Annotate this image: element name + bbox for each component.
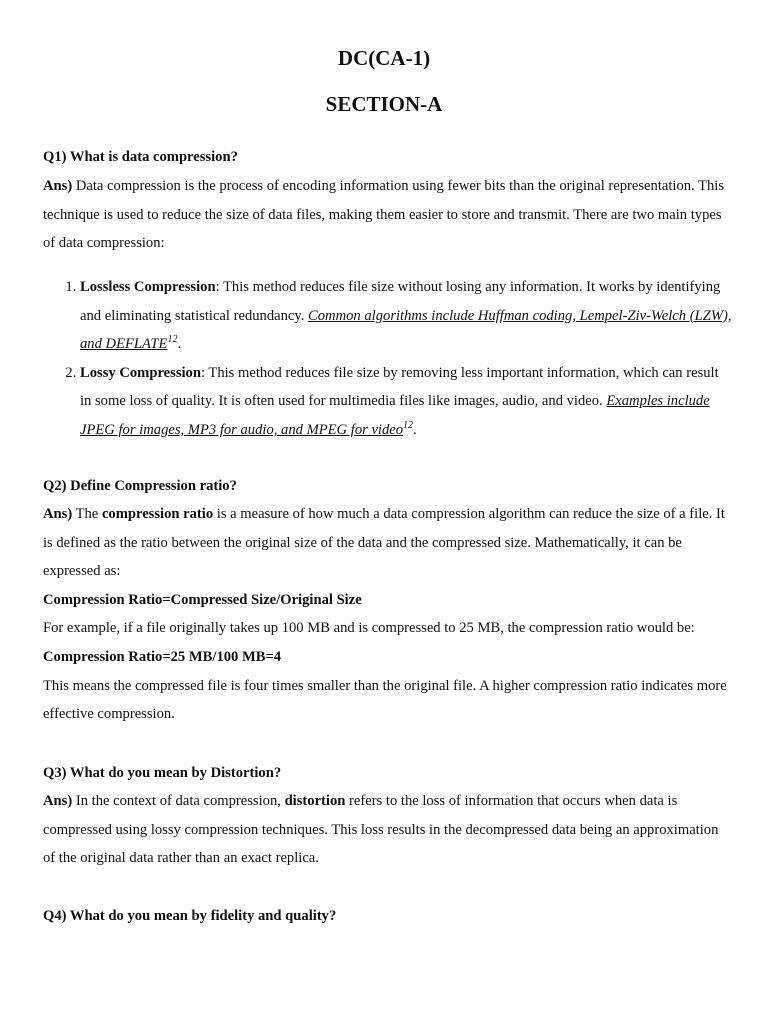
footnote-ref[interactable]: 12 bbox=[167, 334, 178, 346]
algorithms-link[interactable]: Common algorithms include Huffman coding, Lempel-Ziv-Welch (LZW), and DEFLATE bbox=[80, 307, 732, 353]
answer-2-text-post: is a measure of how much a data compression algorithm can reduce the size of a file. It is defined as the ratio between the original size of the data and the compressed size. Mathematically, it can be expressed as: bbox=[43, 506, 725, 580]
answer-2-term: compression ratio bbox=[101, 506, 214, 522]
list-item-term: Lossy Compression bbox=[80, 364, 201, 381]
question-3: Q3) What do you mean by Distortion? bbox=[43, 765, 282, 781]
section-heading: SECTION-A bbox=[325, 92, 443, 116]
answer-2 bbox=[43, 500, 733, 729]
answer-3-term: distortion bbox=[284, 793, 346, 809]
answer-label: Ans) bbox=[43, 506, 73, 522]
compression-types-list bbox=[43, 273, 733, 445]
answer-3 bbox=[43, 787, 733, 873]
document-title: DC(CA-1) bbox=[337, 46, 431, 70]
example-formula: Compression Ratio=25 MB/100 MB=4 bbox=[43, 648, 282, 665]
answer-2-text-pre: The bbox=[72, 506, 102, 522]
example-text: For example, if a file originally takes up 100 MB and is compressed to 25 MB, the compression ratio would be: bbox=[43, 620, 695, 637]
answer-label: Ans) bbox=[43, 178, 73, 194]
list-item-term: Lossless Compression bbox=[80, 279, 216, 295]
answer-label: Ans) bbox=[43, 793, 73, 809]
answer-3-text-pre: In the context of data compression, bbox=[72, 793, 285, 809]
list-item-text: : This method reduces file size by removing less important information, which can result in some loss of quality. It is often used for multimedia files like images, audio, and video. bbox=[80, 364, 719, 410]
answer-1-text: Data compression is the process of encoding information using fewer bits than the original representation. This technique is used to reduce the size of data files, making them easier to store and transmit. There are two main types of data compression: bbox=[43, 178, 725, 252]
answer-1 bbox=[43, 172, 733, 258]
answer-3-text-post: refers to the loss of information that occurs when data is compressed using lossy compression techniques. This loss results in the decompressed data being an approximation of the original data rather than an exact replica. bbox=[43, 793, 719, 867]
question-2: Q2) Define Compression ratio? bbox=[43, 478, 237, 494]
list-item-end: . bbox=[413, 421, 417, 438]
question-1: Q1) What is data compression? bbox=[43, 149, 238, 165]
footnote-ref[interactable]: 12 bbox=[403, 419, 414, 431]
list-item-lossy bbox=[80, 359, 733, 445]
list-item-text: : This method reduces file size without losing any information. It works by identifying and eliminating statistical redundancy. bbox=[80, 279, 721, 324]
question-4: Q4) What do you mean by fidelity and quality? bbox=[43, 908, 337, 924]
list-item-lossless bbox=[80, 273, 733, 359]
list-item-end: . bbox=[177, 336, 182, 353]
compression-ratio-formula: Compression Ratio=Compressed Size/Original Size bbox=[43, 591, 362, 608]
conclusion-text: This means the compressed file is four times smaller than the original file. A higher compression ratio indicates more effective compression. bbox=[43, 677, 727, 723]
examples-link[interactable]: Examples include JPEG for images, MP3 for audio, and MPEG for video bbox=[80, 393, 710, 438]
